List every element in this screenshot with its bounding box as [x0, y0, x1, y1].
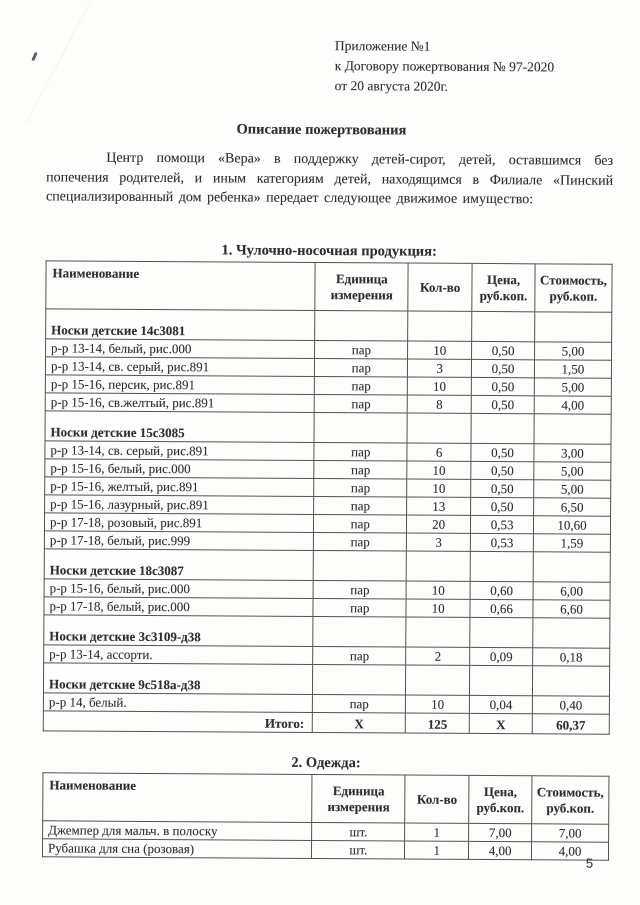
page-number: 5	[585, 855, 594, 871]
name-cell: р-р 15-16, белый, рис.000	[45, 459, 315, 479]
name-cell: Джемпер для мальч. в полоску	[43, 821, 313, 841]
name-cell: Рубашка для сна (розовая)	[42, 839, 312, 859]
name-cell: р-р 15-16, желтый, рис.891	[45, 477, 315, 497]
unit-cell: пар	[314, 532, 407, 551]
column-header-cost: Стоимость, руб.коп.	[535, 264, 612, 312]
cost-cell: 7,00	[532, 824, 609, 842]
unit-cell: пар	[313, 694, 406, 713]
unit-cell: пар	[313, 646, 406, 665]
hosiery-table-head	[46, 261, 612, 312]
unit-cell: шт.	[312, 822, 405, 841]
column-header-qty: Кол-во	[408, 263, 472, 311]
qty-cell: 10	[406, 695, 470, 713]
cost-cell: 4,00	[534, 396, 611, 414]
cost-cell	[533, 618, 610, 648]
price-cell: 0,50	[471, 497, 534, 515]
qty-cell: 125	[405, 713, 469, 733]
cost-cell: 6,00	[533, 582, 610, 600]
name-cell: р-р 13-14, св. серый, рис.891	[45, 441, 315, 461]
name-cell: р-р 13-14, белый, рис.000	[46, 339, 316, 359]
hosiery-table-body	[43, 309, 612, 734]
annex-header-block	[335, 36, 555, 97]
price-cell: 0,50	[471, 461, 534, 479]
column-header-unit: Единица измерения	[312, 774, 405, 823]
name-cell: Итого:	[43, 711, 313, 733]
unit-cell	[315, 310, 408, 341]
header-row	[46, 261, 612, 312]
item-row	[42, 839, 608, 860]
name-cell: Носки детские 18с3087	[44, 549, 314, 581]
price-cell: 0,50	[471, 395, 534, 413]
name-cell: р-р 15-16, лазурный, рис.891	[45, 495, 315, 515]
group-row	[45, 411, 611, 444]
column-header-name: Наименование	[43, 773, 313, 823]
cost-cell: 1,59	[533, 534, 610, 552]
column-header-price: Цена, руб.коп.	[469, 775, 532, 823]
price-cell: 0,50	[471, 479, 534, 497]
group-row	[46, 309, 612, 342]
price-cell: 0,50	[471, 377, 534, 395]
price-cell: 0,50	[472, 359, 535, 377]
cost-cell: 5,00	[534, 480, 611, 498]
qty-cell: 13	[407, 497, 471, 515]
unit-cell: пар	[315, 394, 408, 413]
price-cell: 0,09	[470, 647, 533, 665]
name-cell: р-р 17-18, розовый, рис.891	[44, 513, 314, 533]
cost-cell: 5,00	[534, 378, 611, 396]
price-cell: 0,04	[470, 695, 533, 713]
qty-cell	[406, 551, 470, 581]
unit-cell: пар	[313, 598, 406, 617]
name-cell: р-р 13-14, ассорти.	[44, 645, 314, 665]
price-cell: 4,00	[469, 841, 532, 859]
qty-cell: 10	[408, 377, 472, 395]
qty-cell	[406, 617, 470, 647]
clothes-table-head	[43, 773, 609, 824]
cost-cell: 6,60	[533, 600, 610, 618]
qty-cell: 8	[407, 395, 471, 413]
column-header-unit: Единица измерения	[315, 262, 408, 311]
annex-line-1: Приложение №1	[334, 38, 431, 54]
name-cell: р-р 15-16, персик, рис.891	[45, 375, 315, 395]
qty-cell	[407, 413, 471, 443]
cost-cell: 0,18	[533, 648, 610, 666]
unit-cell	[313, 664, 406, 695]
cost-cell: 5,00	[534, 462, 611, 480]
unit-cell: пар	[314, 442, 407, 461]
unit-cell: пар	[315, 358, 408, 377]
cost-cell	[535, 312, 612, 342]
total-row	[43, 711, 609, 734]
cost-cell	[534, 414, 611, 444]
clothes-table	[42, 772, 610, 860]
group-row	[43, 663, 609, 696]
name-cell: Носки детские 14с3081	[46, 309, 316, 341]
cost-cell: 3,00	[534, 444, 611, 462]
qty-cell: 3	[408, 359, 472, 377]
price-cell: 0,66	[470, 599, 533, 617]
column-header-cost: Стоимость, руб.коп.	[532, 776, 609, 824]
column-header-price: Цена, руб.коп.	[472, 263, 535, 311]
hosiery-table-title: 1. Чулочно-носочная продукция:	[221, 242, 437, 260]
qty-cell: 3	[407, 533, 471, 551]
name-cell: Носки детские 3с3109-д38	[44, 615, 314, 647]
price-cell: 0,53	[471, 533, 534, 551]
unit-cell: пар	[315, 340, 408, 359]
price-cell: Х	[469, 713, 532, 733]
name-cell: р-р 15-16, св.желтый, рис.891	[45, 393, 315, 413]
annex-line-3: от 20 августа 2020г.	[334, 78, 448, 94]
qty-cell: 6	[407, 443, 471, 461]
cost-cell	[533, 552, 610, 582]
unit-cell	[313, 616, 406, 647]
unit-cell: пар	[313, 580, 406, 599]
qty-cell: 1	[405, 841, 469, 859]
unit-cell: пар	[314, 478, 407, 497]
cost-cell: 1,50	[534, 360, 611, 378]
qty-cell: 10	[406, 599, 470, 617]
document-title: Описание пожертвования	[236, 121, 407, 139]
price-cell	[471, 413, 534, 443]
hosiery-table	[43, 260, 613, 734]
group-row	[44, 615, 610, 648]
unit-cell: пар	[315, 376, 408, 395]
name-cell: р-р 17-18, белый, рис.999	[44, 531, 314, 551]
intro-paragraph: Центр помощи «Вера» в поддержку детей-сирот, детей, оставшимся без попечения родителей, и иным категориям детей, находящимся в Филиале «Пинский специализированный дом ребенка» передает следующее движимое имущество:	[45, 150, 614, 208]
cost-cell: 6,50	[534, 498, 611, 516]
price-cell: 0,50	[472, 341, 535, 359]
qty-cell: 10	[406, 581, 470, 599]
unit-cell	[314, 550, 407, 581]
cost-cell	[532, 666, 609, 696]
qty-cell	[408, 311, 472, 341]
clothes-section	[42, 753, 610, 860]
name-cell: р-р 14, белый.	[43, 693, 313, 713]
name-cell: р-р 17-18, белый, рис.000	[44, 597, 314, 617]
qty-cell: 10	[407, 461, 471, 479]
unit-cell: пар	[314, 514, 407, 533]
cost-cell: 5,00	[535, 342, 612, 360]
unit-cell	[314, 412, 407, 443]
price-cell	[470, 617, 533, 647]
price-cell: 7,00	[469, 823, 532, 841]
qty-cell: 2	[406, 647, 470, 665]
unit-cell: Х	[313, 712, 406, 733]
price-cell	[472, 311, 535, 341]
hosiery-section	[43, 241, 613, 734]
qty-cell	[406, 665, 470, 695]
column-header-qty: Кол-во	[405, 775, 469, 823]
price-cell: 0,53	[471, 515, 534, 533]
unit-cell: пар	[314, 460, 407, 479]
name-cell: р-р 13-14, св. серый, рис.891	[45, 357, 315, 377]
cost-cell: 0,40	[532, 696, 609, 714]
annex-line-2: к Договору пожертвования № 97-2020	[334, 58, 555, 75]
qty-cell: 1	[405, 823, 469, 841]
qty-cell: 20	[407, 515, 471, 533]
price-cell	[470, 665, 533, 695]
name-cell: Носки детские 9с518а-д38	[43, 663, 313, 695]
cost-cell: 10,60	[533, 516, 610, 534]
clothes-table-title: 2. Одежда:	[291, 754, 361, 772]
clothes-table-body	[42, 821, 608, 860]
unit-cell: пар	[314, 496, 407, 515]
price-cell	[470, 551, 533, 581]
qty-cell: 10	[408, 341, 472, 359]
unit-cell: шт.	[312, 840, 405, 859]
price-cell: 0,60	[470, 581, 533, 599]
name-cell: Носки детские 15с3085	[45, 411, 315, 443]
column-header-name: Наименование	[46, 261, 316, 311]
header-row	[43, 773, 609, 824]
group-row	[44, 549, 610, 582]
name-cell: р-р 15-16, белый, рис.000	[44, 579, 314, 599]
price-cell: 0,50	[471, 443, 534, 461]
qty-cell: 10	[407, 479, 471, 497]
cost-cell: 4,00	[531, 842, 608, 860]
cost-cell: 60,37	[532, 714, 609, 734]
